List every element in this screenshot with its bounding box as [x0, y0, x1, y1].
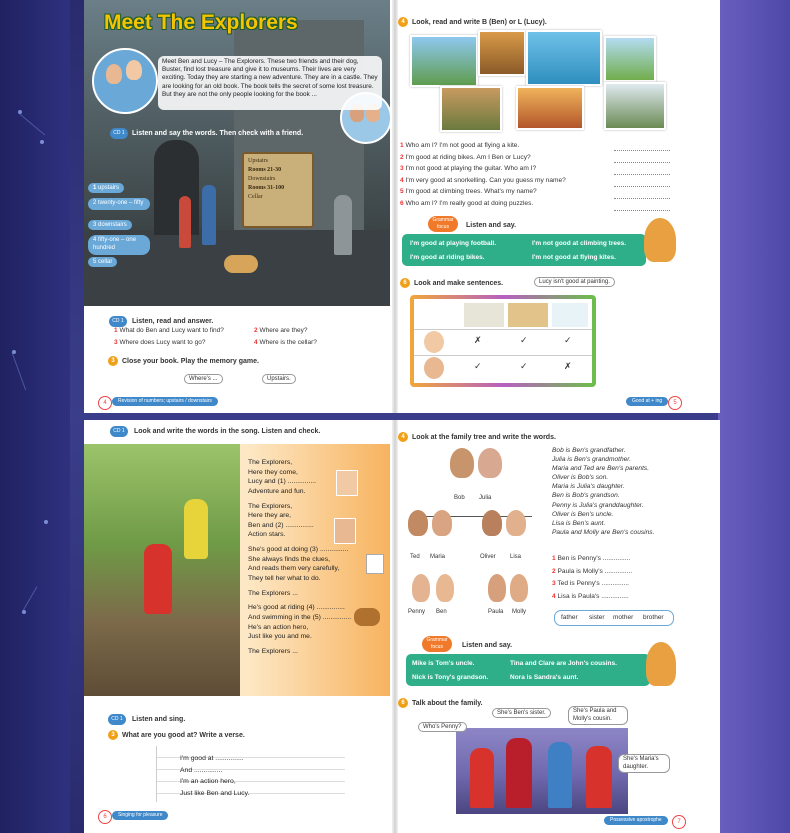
word-number: 4 — [93, 237, 97, 243]
speech-bubble: Where's ... — [184, 374, 223, 384]
statement-text: Who am I? I'm not good at flying a kite. — [405, 142, 520, 149]
sign-line: Rooms 21-30 — [248, 167, 282, 173]
bob-portrait — [450, 448, 474, 478]
lyric-line: Just like you and me. — [248, 633, 312, 641]
grammar-sentence: I'm not good at climbing trees. — [532, 240, 626, 247]
fact-line: Maria and Ted are Ben's parents. — [552, 465, 650, 473]
blank-number: 3 — [552, 580, 556, 588]
exercise-3-instruction: What are you good at? Write a verse. — [122, 732, 245, 739]
question-number: 2 — [254, 327, 258, 334]
ben-face — [106, 64, 122, 84]
exercise-number: 4 — [398, 432, 408, 442]
grammar-sentence: Tina and Clare are John's cousins. — [510, 660, 617, 667]
star-dot — [40, 140, 44, 144]
star-dot — [44, 520, 48, 524]
statement-item — [400, 140, 566, 152]
answer-line[interactable] — [614, 198, 670, 199]
lyric-line: Action stars. — [248, 531, 286, 539]
verse-line: Just like Ben and Lucy. — [180, 789, 250, 797]
statement-number: 6 — [400, 199, 404, 207]
question-item — [114, 327, 224, 336]
lyric-line: The Explorers ... — [248, 647, 298, 655]
lyric-line: And reads them very carefully, — [248, 565, 340, 573]
lucy-small-icon — [336, 470, 358, 496]
verse-line: I'm an action hero, — [180, 778, 236, 786]
exercise-6-instruction: Look and make sentences. — [414, 280, 504, 287]
fact-line: Maria is Julia's daughter. — [552, 483, 625, 491]
ben-lucy-portrait — [92, 48, 158, 114]
grammar-sentence: I'm not good at flying kites. — [532, 254, 616, 261]
background-left — [0, 0, 70, 833]
exercise-2-instruction: Listen and sing. — [132, 716, 186, 723]
exercise-4-instruction: Look, read and write B (Ben) or L (Lucy). — [412, 19, 547, 26]
tree-name: Paula — [488, 609, 504, 615]
blank-item — [552, 566, 632, 579]
blank-sentences — [552, 553, 632, 603]
puzzle-icon — [366, 554, 384, 574]
penny-portrait — [412, 574, 430, 602]
top-spread — [84, 0, 720, 413]
lyric-line: They tell her what to do. — [248, 575, 321, 583]
fact-line: Ben is Bob's grandson. — [552, 492, 620, 500]
page-number: 4 — [98, 396, 112, 410]
tree-name: Penny — [408, 609, 426, 615]
fact-line: Julia is Ben's grandmother. — [552, 456, 632, 464]
exercise-5-instruction: Listen and say. — [466, 222, 517, 229]
exercise-5-instruction: Listen and say. — [462, 642, 513, 649]
word-option: mother — [613, 614, 634, 621]
statement-number: 5 — [400, 188, 404, 196]
table-mark: ✗ — [474, 335, 482, 345]
page-footer: Good at + ing — [626, 397, 668, 406]
statement-number: 2 — [400, 153, 404, 161]
page-footer: Revision of numbers; upstairs / downstairs — [112, 397, 218, 406]
blank-number: 2 — [552, 567, 556, 575]
horse-icon — [354, 608, 380, 626]
grammar-focus-badge: Grammar focus — [428, 216, 458, 232]
question-item — [114, 339, 205, 348]
word-option: brother — [643, 614, 664, 621]
lyric-line: Here they come, — [248, 468, 298, 476]
lyric-line: And swimming in the (5) ............... — [248, 613, 352, 621]
word-box — [554, 610, 674, 626]
statement-item — [400, 186, 566, 198]
table-mark: ✓ — [520, 335, 528, 345]
question-number: 1 — [114, 327, 118, 334]
table-mark: ✗ — [564, 361, 572, 371]
puzzle-photo — [516, 86, 584, 130]
lyric-line: The Explorers ... — [248, 589, 298, 597]
statement-text: I'm not good at playing the guitar. Who am I? — [405, 165, 537, 173]
running-kids-illustration — [84, 444, 240, 696]
speech-bubble: She's Maria's daughter. — [618, 754, 670, 773]
word-item — [88, 220, 132, 230]
snorkel-photo — [526, 30, 602, 86]
fact-line: Oliver is Ben's uncle. — [552, 510, 614, 518]
guitar-photo — [478, 30, 526, 76]
table-divider — [414, 355, 592, 356]
lyric-line: He's an action hero, — [248, 623, 309, 631]
grammar-box — [406, 654, 650, 686]
lyric-line: Here they are, — [248, 512, 292, 520]
tree-name: Lisa — [510, 554, 522, 560]
kite-photo — [410, 35, 478, 87]
maria-portrait — [432, 510, 452, 536]
word-text: downstairs — [98, 222, 127, 228]
book-gutter — [392, 420, 398, 833]
answer-line[interactable] — [614, 150, 670, 151]
bike-photo — [604, 82, 666, 130]
word-number: 3 — [93, 222, 97, 228]
lyric-line: She's good at doing (3) ............... — [248, 546, 349, 554]
question-text: Where is the cellar? — [259, 339, 317, 346]
page-title: Meet The Explorers — [104, 11, 298, 34]
statement-number: 1 — [400, 142, 404, 149]
exercise-number: 3 — [108, 356, 118, 366]
tree-name: Maria — [430, 554, 446, 560]
word-item — [88, 198, 150, 210]
grammar-box — [402, 234, 646, 266]
table-mark: ✓ — [474, 361, 482, 371]
grammar-sentence: Nick is Tony's grandson. — [412, 674, 489, 681]
exercise-1-instruction: Look and write the words in the song. Listen and check. — [134, 428, 321, 435]
lisa-portrait — [506, 510, 526, 536]
page-number: 5 — [668, 396, 682, 410]
tree-name: Oliver — [480, 554, 496, 560]
question-number: 4 — [254, 339, 258, 346]
table-divider — [414, 329, 592, 330]
lyric-line: Adventure and fun. — [248, 487, 306, 495]
family-talk-photo — [456, 728, 628, 814]
lucy-figure — [144, 544, 172, 614]
blank-number: 4 — [552, 592, 556, 600]
page-footer: Possessive apostrophe — [604, 816, 668, 825]
paula-portrait — [488, 574, 506, 602]
oliver-portrait — [482, 510, 502, 536]
ben-small-icon — [334, 518, 356, 544]
julia-portrait — [478, 448, 502, 478]
cd-icon: CD 1 — [109, 316, 127, 327]
intro-text: Meet Ben and Lucy – The Explorers. These two friends and their dog, Buster, find lost treasure and give it to museums. Their lives are very exciting. Today they are starting a new adventure. They are in a castle. They are looking for an old book. The book tells the secret of some lost treasure. But they are not the only people looking for the book ... — [158, 56, 382, 110]
blank-item — [552, 553, 632, 566]
exercise-number: 6 — [398, 698, 408, 708]
fact-line: Paula and Molly are Ben's cousins. — [552, 528, 655, 536]
cd-icon: CD 1 — [110, 128, 128, 139]
sign-line: Upstairs — [248, 158, 268, 164]
ben-figure — [202, 185, 216, 245]
lucy-figure — [179, 196, 191, 248]
word-item — [88, 257, 117, 267]
tree-name: Julia — [479, 495, 492, 501]
ben-portrait — [436, 574, 454, 602]
background-right — [718, 0, 790, 833]
fact-line: Bob is Ben's grandfather. — [552, 447, 626, 454]
lucy-face — [126, 60, 142, 80]
exercise-number: 6 — [400, 278, 410, 288]
question-item — [254, 339, 317, 348]
child-figure — [586, 746, 612, 808]
statement-text: I'm good at riding bikes. Am I Ben or Lucy? — [405, 153, 531, 161]
statement-item — [400, 163, 566, 175]
question-number: 3 — [114, 339, 118, 346]
answer-line[interactable] — [614, 210, 670, 211]
exercise-number: 4 — [398, 17, 408, 27]
blank-corner — [424, 305, 450, 327]
question-text: Where does Lucy want to go? — [119, 339, 206, 346]
statement-text: I'm good at climbing trees. What's my name? — [405, 188, 537, 196]
exercise-1-instruction: Listen and say the words. Then check with a friend. — [132, 130, 304, 137]
speech-bubble: Lucy isn't good at painting. — [534, 277, 615, 287]
verse-text — [180, 753, 249, 799]
exercise-4-instruction: Look at the family tree and write the words. — [412, 434, 556, 441]
buster-cartoon — [644, 218, 676, 262]
word-option: sister — [589, 614, 605, 621]
verse-line: I'm good at ............... — [180, 755, 244, 762]
painting-icon — [464, 303, 504, 327]
ted-portrait — [408, 510, 428, 536]
tree-name: Ted — [410, 554, 420, 560]
fact-line: Oliver is Bob's son. — [552, 474, 609, 482]
page-footer: Singing for pleasure — [112, 811, 168, 820]
answer-line[interactable] — [614, 174, 670, 175]
answer-line[interactable] — [614, 162, 670, 163]
speech-bubble: Who's Penny? — [418, 722, 467, 732]
knight-armour — [334, 195, 352, 255]
word-text: twenty-one – fifty — [98, 200, 144, 206]
word-number: 1 — [93, 185, 97, 191]
blank-text: Lisa is Paula's ............... — [557, 592, 629, 600]
child-figure — [548, 742, 572, 808]
speech-bubble: She's Paula and Molly's cousin. — [568, 706, 628, 725]
verse-line: And ............... — [180, 766, 223, 774]
grammar-focus-badge: Grammar focus — [422, 636, 452, 652]
table-mark: ✓ — [564, 335, 572, 345]
word-item — [88, 183, 124, 193]
lucy-icon — [424, 331, 444, 353]
climbing-photo — [440, 86, 502, 132]
answer-line[interactable] — [614, 186, 670, 187]
exercise-3-instruction: Close your book. Play the memory game. — [122, 358, 259, 365]
page-number: 6 — [98, 810, 112, 824]
question-text: What do Ben and Lucy want to find? — [119, 327, 224, 334]
word-item — [88, 235, 150, 255]
lyric-line: The Explorers, — [248, 459, 293, 466]
statement-number: 3 — [400, 165, 404, 173]
tree-name: Bob — [454, 495, 465, 501]
bottom-spread — [84, 420, 720, 833]
lyric-line: Ben and (2) ............... — [248, 521, 314, 529]
exercise-number: 3 — [108, 730, 118, 740]
blank-text: Ted is Penny's ............... — [557, 580, 630, 588]
fact-line: Penny is Julia's granddaughter. — [552, 501, 644, 509]
buster-dog — [224, 255, 258, 273]
statement-list — [400, 140, 566, 209]
molly-portrait — [510, 574, 528, 602]
word-option: father — [561, 614, 578, 621]
statement-text: Who am I? I'm really good at doing puzzles. — [405, 199, 534, 207]
word-text: cellar — [98, 259, 113, 265]
speech-bubble: She's Ben's sister. — [492, 708, 551, 718]
word-number: 5 — [93, 259, 97, 265]
cd-icon: CD 1 — [110, 426, 128, 437]
cd-icon: CD 1 — [108, 714, 126, 725]
statement-item — [400, 198, 566, 210]
grammar-sentence: I'm good at playing football. — [410, 240, 497, 247]
blank-number: 1 — [552, 555, 556, 562]
child-figure — [506, 738, 532, 808]
book-gutter — [392, 0, 398, 413]
ben-icon — [424, 357, 444, 379]
statement-number: 4 — [400, 176, 404, 184]
blank-item — [552, 578, 632, 591]
word-text: fifty-one – one hundred — [93, 237, 137, 251]
family-tree — [402, 444, 552, 624]
exercise-2-instruction: Listen, read and answer. — [132, 318, 214, 325]
page-number: 7 — [672, 815, 686, 829]
speech-bubble: Upstairs. — [262, 374, 296, 384]
buster-cartoon — [646, 642, 676, 686]
word-number: 2 — [93, 200, 97, 206]
lyric-line: The Explorers, — [248, 502, 293, 510]
question-text: Where are they? — [259, 327, 308, 334]
grammar-sentence: Mike is Tom's uncle. — [412, 660, 475, 667]
question-item — [254, 327, 308, 336]
blank-text: Ben is Penny's ............... — [557, 555, 631, 562]
blank-item — [552, 591, 632, 604]
child-figure — [470, 748, 494, 808]
lyric-line: She always finds the clues, — [248, 555, 330, 563]
lyric-line: Lucy and (1) ............... — [248, 478, 316, 486]
word-text: upstairs — [98, 185, 120, 191]
grammar-sentence: Nora is Sandra's aunt. — [510, 674, 579, 681]
statement-item — [400, 175, 566, 187]
exercise-6-instruction: Talk about the family. — [412, 700, 483, 707]
castle-sign — [242, 152, 314, 228]
grammar-sentence: I'm good at riding bikes. — [410, 254, 485, 261]
sign-line: Cellar — [248, 194, 263, 200]
kite-icon — [552, 303, 588, 327]
family-facts — [552, 446, 654, 537]
fact-line: Lisa is Ben's aunt. — [552, 519, 606, 527]
lyric-line: He's good at riding (4) ............... — [248, 604, 345, 612]
tree-name: Molly — [512, 609, 527, 615]
castle-door — [154, 140, 199, 235]
sign-line: Rooms 31-100 — [248, 185, 285, 191]
piano-icon — [508, 303, 548, 327]
sign-line: Downstairs — [248, 176, 276, 182]
ability-table — [410, 295, 596, 387]
statement-text: I'm very good at snorkelling. Can you guess my name? — [405, 176, 566, 184]
table-mark: ✓ — [520, 361, 528, 371]
statement-item — [400, 152, 566, 164]
ben-figure — [184, 499, 208, 559]
blank-text: Paula is Molly's ............... — [557, 567, 633, 575]
tree-photo — [604, 36, 656, 82]
tree-name: Ben — [436, 609, 447, 615]
